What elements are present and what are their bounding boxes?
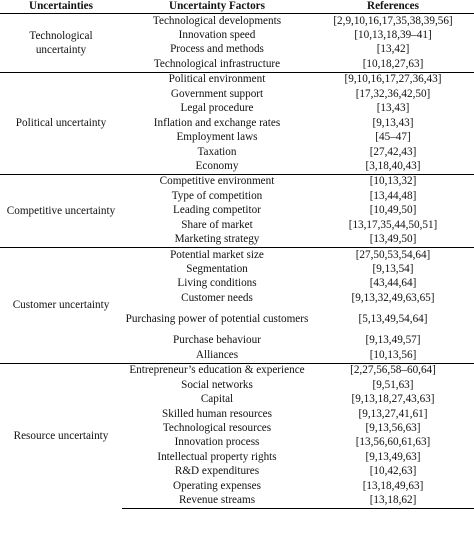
uncertainty-factor: Economy bbox=[195, 159, 239, 172]
references: [13,49,50] bbox=[369, 233, 417, 246]
uncertainty-category: Competitive uncertainty bbox=[0, 174, 122, 247]
references: [10,13,18,39–41] bbox=[354, 29, 432, 42]
references: [10,18,27,63] bbox=[362, 57, 424, 70]
header-references: References bbox=[367, 0, 419, 12]
uncertainty-category: Political uncertainty bbox=[0, 72, 122, 174]
table-row bbox=[0, 248, 474, 263]
uncertainty-factor: Segmentation bbox=[186, 263, 248, 276]
references: [9,10,16,17,27,36,43] bbox=[312, 72, 474, 87]
uncertainty-factor: Taxation bbox=[197, 145, 237, 158]
uncertainty-factor: Purchase behaviour bbox=[173, 334, 261, 347]
references: [10,49,50] bbox=[369, 204, 417, 217]
table-header bbox=[0, 0, 474, 14]
uncertainty-factor: Intellectual property rights bbox=[157, 450, 277, 463]
references: [9,13,27,41,61] bbox=[358, 407, 428, 420]
header-uncertainty-factors: Uncertainty Factors bbox=[169, 0, 265, 12]
uncertainty-category: Resource uncertainty bbox=[0, 363, 122, 508]
header-row bbox=[0, 0, 474, 14]
uncertainty-factor: Purchasing power of potential customers bbox=[125, 313, 309, 326]
references: [9,13,54] bbox=[372, 263, 414, 276]
references: [13,17,35,44,50,51] bbox=[348, 218, 438, 231]
uncertainty-factor: Customer needs bbox=[181, 291, 253, 304]
uncertainty-factor: Technological resources bbox=[162, 421, 272, 434]
references: [13,42] bbox=[376, 43, 410, 56]
uncertainty-factor: Technological developments bbox=[122, 14, 312, 29]
references: [9,13,49,57] bbox=[365, 334, 421, 347]
uncertainty-factor: Share of market bbox=[181, 218, 253, 231]
header-uncertainties: Uncertainties bbox=[28, 0, 93, 12]
references: [17,32,36,42,50] bbox=[355, 87, 431, 100]
uncertainty-factor: Innovation process bbox=[174, 436, 260, 449]
references: [9,13,49,63] bbox=[365, 450, 421, 463]
table-body bbox=[0, 14, 474, 509]
references: [43,44,64] bbox=[369, 277, 417, 290]
uncertainty-factor: Government support bbox=[170, 87, 264, 100]
references: [9,13,18,27,43,63] bbox=[351, 393, 435, 406]
uncertainty-factor: Political environment bbox=[122, 72, 312, 87]
references: [9,13,43] bbox=[372, 116, 414, 129]
uncertainty-category: Customer uncertainty bbox=[0, 248, 122, 364]
references: [13,43] bbox=[376, 102, 410, 115]
uncertainty-factor: Marketing strategy bbox=[174, 233, 260, 246]
uncertainty-factor: Innovation speed bbox=[178, 29, 256, 42]
uncertainty-factor: Technological infrastructure bbox=[153, 57, 281, 70]
references: [45–47] bbox=[375, 131, 411, 144]
uncertainty-category: Technological uncertainty bbox=[0, 14, 122, 73]
uncertainty-factor: Living conditions bbox=[177, 277, 257, 290]
references: [10,13,56] bbox=[369, 348, 417, 361]
references: [10,13,32] bbox=[312, 174, 474, 189]
references: [2,27,56,58–60,64] bbox=[312, 363, 474, 378]
references: [13,44,48] bbox=[369, 189, 417, 202]
references: [13,18,49,63] bbox=[362, 479, 424, 492]
references: [27,50,53,54,64] bbox=[312, 248, 474, 263]
references: [10,42,63] bbox=[369, 465, 417, 478]
uncertainty-factor: Social networks bbox=[181, 378, 253, 391]
references: [13,56,60,61,63] bbox=[355, 436, 431, 449]
uncertainty-factor: Alliances bbox=[195, 348, 239, 361]
uncertainty-factor: Operating expenses bbox=[173, 479, 261, 492]
references: [2,9,10,16,17,35,38,39,56] bbox=[312, 14, 474, 29]
references: [9,13,56,63] bbox=[365, 421, 421, 434]
table-row bbox=[0, 72, 474, 87]
uncertainty-factor: Legal procedure bbox=[180, 102, 254, 115]
uncertainty-factor: Type of competition bbox=[171, 189, 263, 202]
uncertainty-factor: Revenue streams bbox=[122, 494, 312, 509]
table-row bbox=[0, 363, 474, 378]
uncertainty-factor: Skilled human resources bbox=[162, 407, 272, 420]
references: [3,18,40,43] bbox=[365, 159, 421, 172]
uncertainty-factor: Leading competitor bbox=[173, 204, 261, 217]
table-row bbox=[0, 14, 474, 29]
uncertainty-factor: Employment laws bbox=[176, 131, 258, 144]
references: [27,42,43] bbox=[369, 145, 417, 158]
uncertainty-factor: Entrepreneur’s education & experience bbox=[122, 363, 312, 378]
references: [9,51,63] bbox=[372, 378, 414, 391]
references: [9,13,32,49,63,65] bbox=[351, 291, 435, 304]
references: [13,18,62] bbox=[312, 494, 474, 509]
uncertainty-factor: Capital bbox=[200, 393, 234, 406]
uncertainty-factor: Inflation and exchange rates bbox=[153, 116, 281, 129]
uncertainty-factor: Process and methods bbox=[170, 43, 264, 56]
uncertainty-factor: Potential market size bbox=[122, 248, 312, 263]
uncertainty-factor: R&D expenditures bbox=[174, 465, 260, 478]
uncertainty-factor: Competitive environment bbox=[122, 174, 312, 189]
table-row bbox=[0, 174, 474, 189]
references: [5,13,49,54,64] bbox=[358, 313, 428, 326]
